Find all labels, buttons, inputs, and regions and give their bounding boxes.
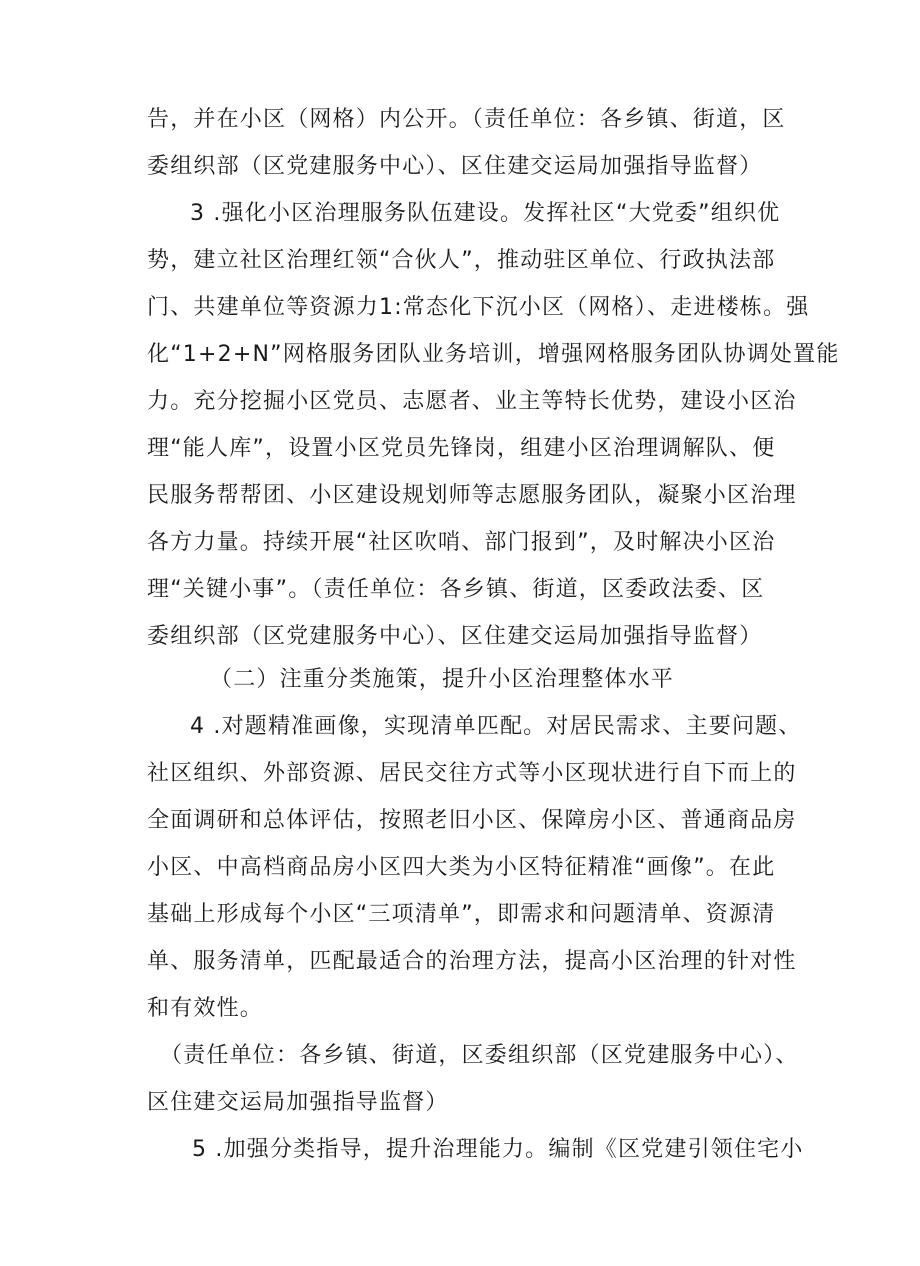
text-line-7: 力。充分挖掘小区党员、志愿者、业主等特长优势，建设小区治 xyxy=(147,389,797,414)
text-line-2: 委组织部（区党建服务中心）、区住建交运局加强指导监督） xyxy=(147,154,763,179)
text-line-3: 3 .强化小区治理服务队伍建设。发挥社区“大党委”组织优 xyxy=(190,201,781,226)
text-line-14: 4 .对题精准画像，实现清单匹配。对居民需求、主要问题、 xyxy=(190,714,802,739)
text-line-19: 单、服务清单，匹配最适合的治理方法，提高小区治理的针对性 xyxy=(147,949,797,974)
text-line-10: 各方力量。持续开展“社区吹哨、部门报到”，及时解决小区治 xyxy=(147,530,776,555)
text-line-20: 和有效性。 xyxy=(147,996,264,1021)
text-line-12: 委组织部（区党建服务中心）、区住建交运局加强指导监督） xyxy=(147,624,763,649)
section-heading: （二）注重分类施策，提升小区治理整体水平 xyxy=(210,667,675,692)
text-line-11: 理“关键小事”。（责任单位：各乡镇、街道，区委政法委、区 xyxy=(147,577,765,602)
text-line-16: 全面调研和总体评估，按照老旧小区、保障房小区、普通商品房 xyxy=(147,808,797,833)
text-line-23: 5 .加强分类指导，提升治理能力。编制《区党建引领住宅小 xyxy=(192,1137,804,1162)
text-line-22: 区住建交运局加强指导监督） xyxy=(147,1090,449,1115)
text-line-15: 社区组织、外部资源、居民交往方式等小区现状进行自下而上的 xyxy=(147,761,797,786)
text-line-1: 告，并在小区（网格）内公开。（责任单位：各乡镇、街道，区 xyxy=(147,107,786,132)
text-line-17: 小区、中高档商品房小区四大类为小区特征精准“画像”。在此 xyxy=(147,855,776,880)
text-line-9: 民服务帮帮团、小区建设规划师等志愿服务团队，凝聚小区治理 xyxy=(147,483,797,508)
text-line-4: 势，建立社区治理红领“合伙人”，推动驻区单位、行政执法部 xyxy=(147,248,776,273)
text-line-18: 基础上形成每个小区“三项清单”，即需求和问题清单、资源清 xyxy=(147,902,776,927)
text-line-21: （责任单位：各乡镇、街道，区委组织部（区党建服务中心）、 xyxy=(160,1043,799,1068)
text-line-8: 理“能人库”，设置小区党员先锋岗，组建小区治理调解队、便 xyxy=(147,436,776,461)
text-line-6: 化“1+2+N”网格服务团队业务培训，增强网格服务团队协调处置能 xyxy=(147,342,840,367)
text-line-5: 门、共建单位等资源力1:常态化下沉小区（网格）、走进楼栋。强 xyxy=(147,295,810,320)
